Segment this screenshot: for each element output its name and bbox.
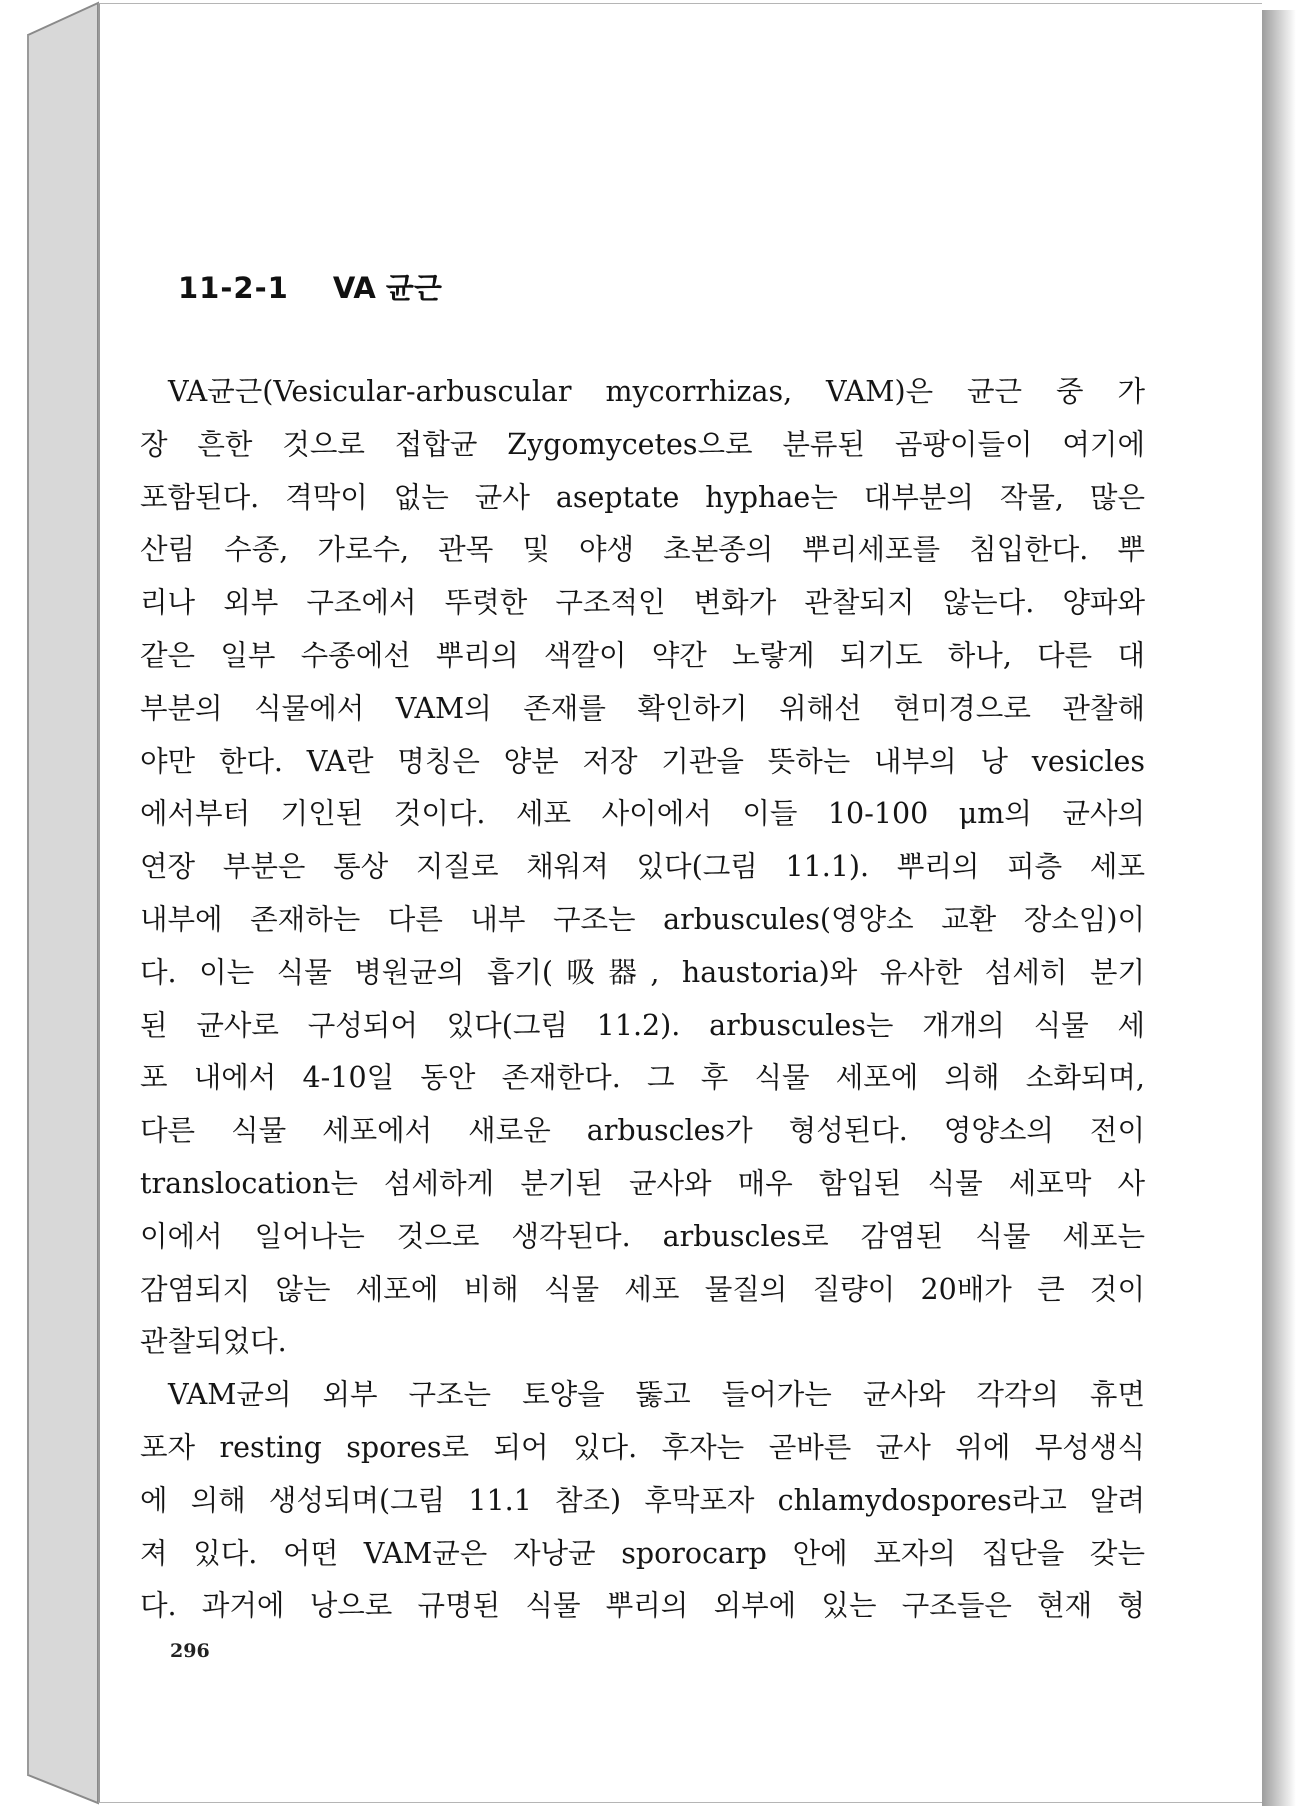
text-line: 져 있다. 어떤 VAM균은 자낭균 sporocarp 안에 포자의 집단을 갖는 [140, 1536, 1145, 1570]
page-number: 296 [170, 1640, 210, 1662]
text-line: 에서부터 기인된 것이다. 세포 사이에서 이들 10-100 μm의 균사의 [140, 797, 1145, 831]
text-line: 포자 resting spores로 되어 있다. 후자는 곧바른 균사 위에 무성생식 [140, 1430, 1145, 1464]
text-line: 다. 이는 식물 병원균의 흡기(吸器, haustoria)와 유사한 섬세히 분기 [140, 955, 1145, 989]
text-line: translocation는 섬세하게 분기된 균사와 매우 함입된 식물 세포막 사 [140, 1166, 1145, 1200]
body-text [140, 366, 1145, 1633]
text-line: 포 내에서 4-10일 동안 존재한다. 그 후 식물 세포에 의해 소화되며, [140, 1061, 1145, 1095]
section-number: 11-2-1 [178, 271, 289, 305]
text-line: 같은 일부 수종에선 뿌리의 색깔이 약간 노랗게 되기도 하나, 다른 대 [140, 638, 1145, 672]
text-line: 부분의 식물에서 VAM의 존재를 확인하기 위해선 현미경으로 관찰해 [140, 691, 1145, 725]
text-line: 산림 수종, 가로수, 관목 및 야생 초본종의 뿌리세포를 침입한다. 뿌 [140, 533, 1145, 567]
text-line: 이에서 일어나는 것으로 생각된다. arbuscles로 감염된 식물 세포는 [140, 1219, 1145, 1253]
text-line: 야만 한다. VA란 명칭은 양분 저장 기관을 뜻하는 내부의 낭 vesicles [140, 744, 1145, 778]
text-line: 내부에 존재하는 다른 내부 구조는 arbuscules(영양소 교환 장소임)이 [140, 902, 1145, 936]
section-heading [178, 266, 442, 307]
text-line: VA균근(Vesicular-arbuscular mycorrhizas, VAM)은 균근 중 가 [168, 375, 1145, 408]
text-line: 리나 외부 구조에서 뚜렷한 구조적인 변화가 관찰되지 않는다. 양파와 [140, 586, 1145, 620]
text-line: 다. 과거에 낭으로 규명된 식물 뿌리의 외부에 있는 구조들은 현재 형 [140, 1589, 1145, 1623]
text-line: 된 균사로 구성되어 있다(그림 11.2). arbuscules는 개개의 식물 세 [140, 1008, 1145, 1042]
page-shadow [1262, 0, 1298, 1806]
text-line: 연장 부분은 통상 지질로 채워져 있다(그림 11.1). 뿌리의 피층 세포 [140, 850, 1145, 884]
text-line: 포함된다. 격막이 없는 균사 aseptate hyphae는 대부분의 작물, 많은 [140, 480, 1145, 514]
text-line: VAM균의 외부 구조는 토양을 뚫고 들어가는 균사와 각각의 휴면 [168, 1378, 1145, 1412]
text-line: 장 흔한 것으로 접합균 Zygomycetes으로 분류된 곰팡이들이 여기에 [140, 427, 1145, 461]
text-line: 감염되지 않는 세포에 비해 식물 세포 물질의 질량이 20배가 큰 것이 [140, 1272, 1145, 1306]
section-title: VA 균근 [332, 271, 442, 305]
text-line: 관찰되었다. [140, 1325, 287, 1359]
text-line: 에 의해 생성되며(그림 11.1 참조) 후막포자 chlamydospores라고 알려 [140, 1483, 1145, 1517]
text-line: 다른 식물 세포에서 새로운 arbuscles가 형성된다. 영양소의 전이 [140, 1114, 1145, 1148]
